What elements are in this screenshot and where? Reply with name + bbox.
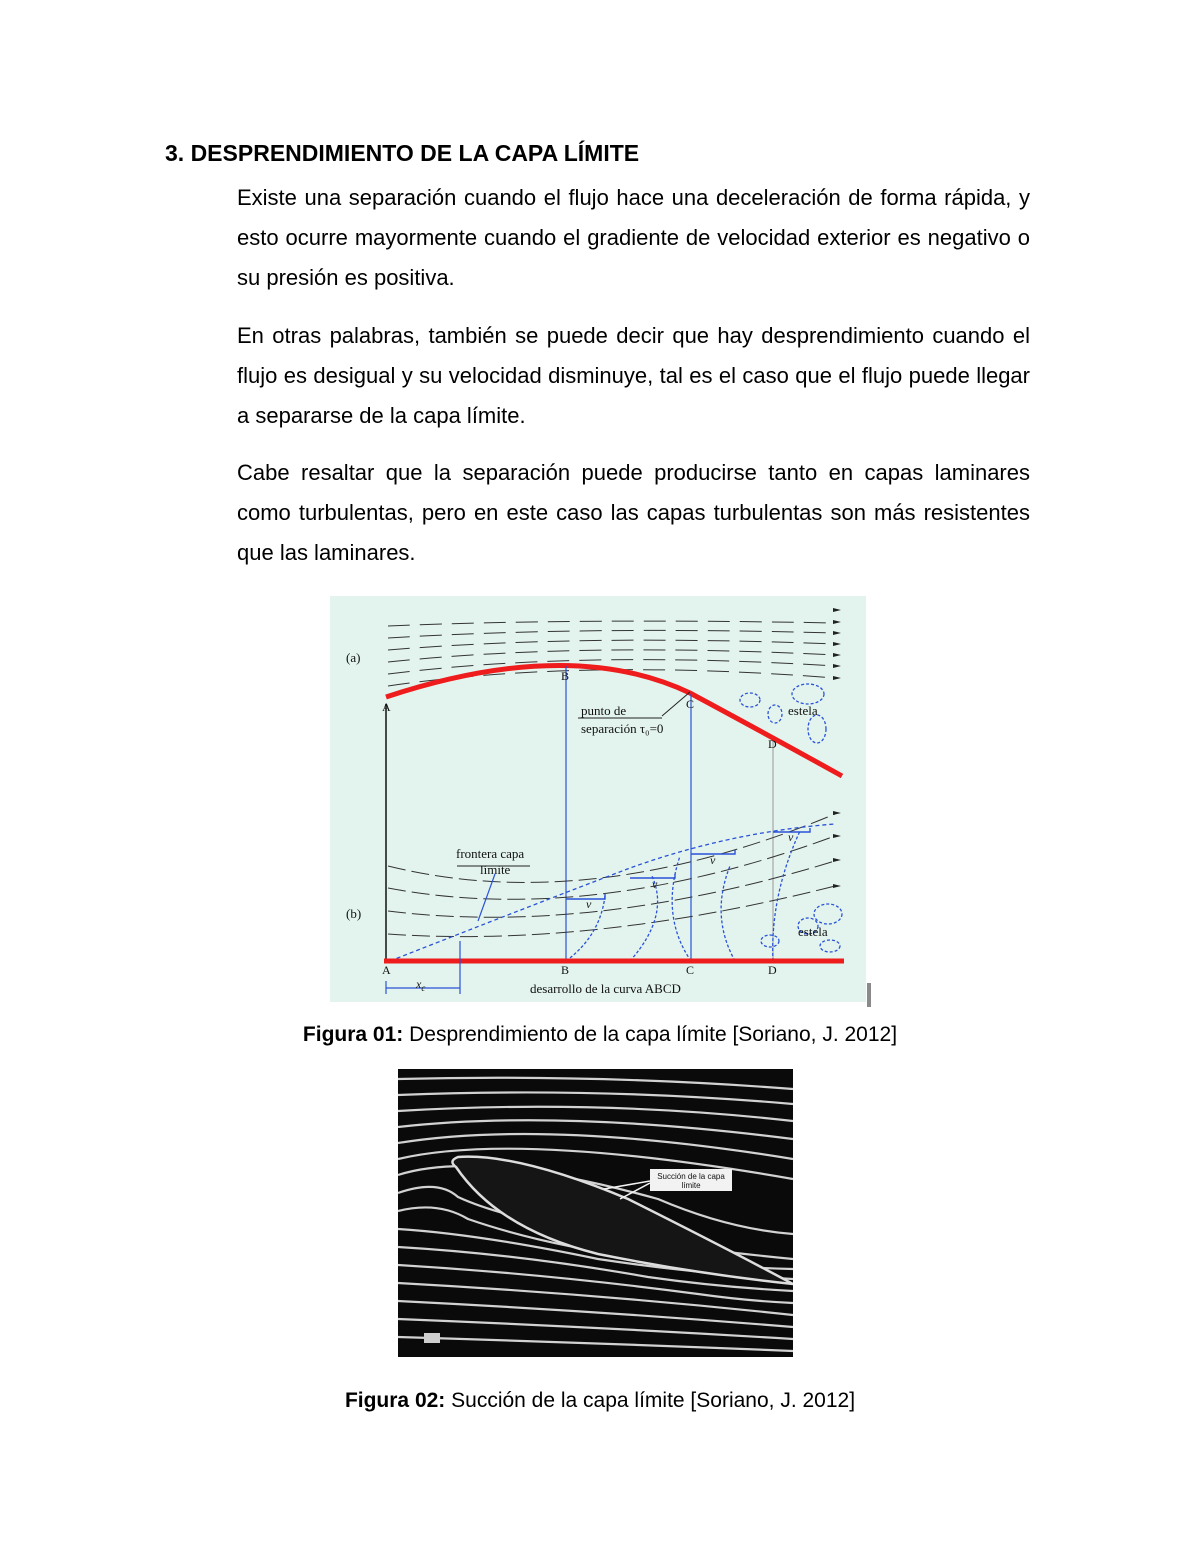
velocity-label-4: v — [788, 830, 794, 844]
suction-annotation-line2: límite — [681, 1181, 701, 1190]
section-heading: 3. DESPRENDIMIENTO DE LA CAPA LÍMITE — [165, 140, 640, 166]
boundary-label-line1: frontera capa — [456, 846, 525, 861]
figure-01-caption-label: Figura 01: — [302, 1023, 404, 1046]
figure-01-caption-text: Desprendimiento de la capa límite [Soriano, J. 2012] — [403, 1023, 898, 1046]
upper-arrowheads — [833, 608, 841, 680]
panel-a-label: (a) — [346, 650, 361, 665]
photo-tag — [424, 1333, 440, 1343]
point-d-upper: D — [768, 737, 777, 751]
figure-02-photo — [398, 1069, 793, 1357]
image-resize-handle[interactable] — [867, 983, 871, 1007]
velocity-profiles — [566, 831, 800, 961]
separation-label-line1: punto de — [581, 703, 627, 718]
paragraph-2: En otras palabras, también se puede decir que hay desprendimiento cuando el flujo es desigual y su velocidad disminuye, tal es el caso que el flujo puede llegar a separarse de la capa límite. — [237, 323, 1030, 428]
suction-annotation-line1: Succión de la capa — [657, 1172, 725, 1181]
wake-label-lower: estela — [798, 924, 828, 939]
point-c-lower: C — [686, 963, 695, 977]
separation-label-line2: separación τ₀=0 — [581, 721, 664, 736]
velocity-label-3: v — [710, 853, 716, 867]
boundary-label-line2: límite — [480, 862, 511, 877]
point-d-lower: D — [768, 963, 777, 977]
xc-label: $x_c$ — [416, 977, 426, 993]
figure-02-caption-text: Succión de la capa límite [Soriano, J. 2012] — [445, 1389, 856, 1412]
point-a-upper: A — [382, 700, 391, 714]
wake-label-upper: estela — [788, 703, 818, 718]
figure-01-diagram — [330, 596, 866, 1002]
point-c-upper: C — [686, 697, 695, 711]
velocity-label-1: v — [586, 897, 592, 911]
curve-development-label: desarrollo de la curva ABCD — [530, 981, 681, 996]
point-b-upper: B — [561, 669, 570, 683]
figure-01-caption — [0, 1023, 1200, 1047]
figure-02-caption-label: Figura 02: — [344, 1389, 446, 1412]
point-a-lower: A — [382, 963, 391, 977]
airfoil-shape — [452, 1157, 793, 1284]
figure-02-caption — [0, 1389, 1200, 1413]
paragraph-1: Existe una separación cuando el flujo hace una deceleración de forma rápida, y esto ocurre mayormente cuando el gradiente de velocidad exterior es negativo o su presión es positiva. — [237, 185, 1030, 290]
lower-arrowheads — [833, 811, 841, 888]
panel-b-label: (b) — [346, 906, 362, 921]
paragraph-3: Cabe resaltar que la separación puede producirse tanto en capas laminares como turbulentas, pero en este caso las capas turbulentas son más resistentes que las laminares. — [237, 460, 1030, 565]
point-b-lower: B — [561, 963, 570, 977]
velocity-label-2: v — [652, 877, 658, 891]
